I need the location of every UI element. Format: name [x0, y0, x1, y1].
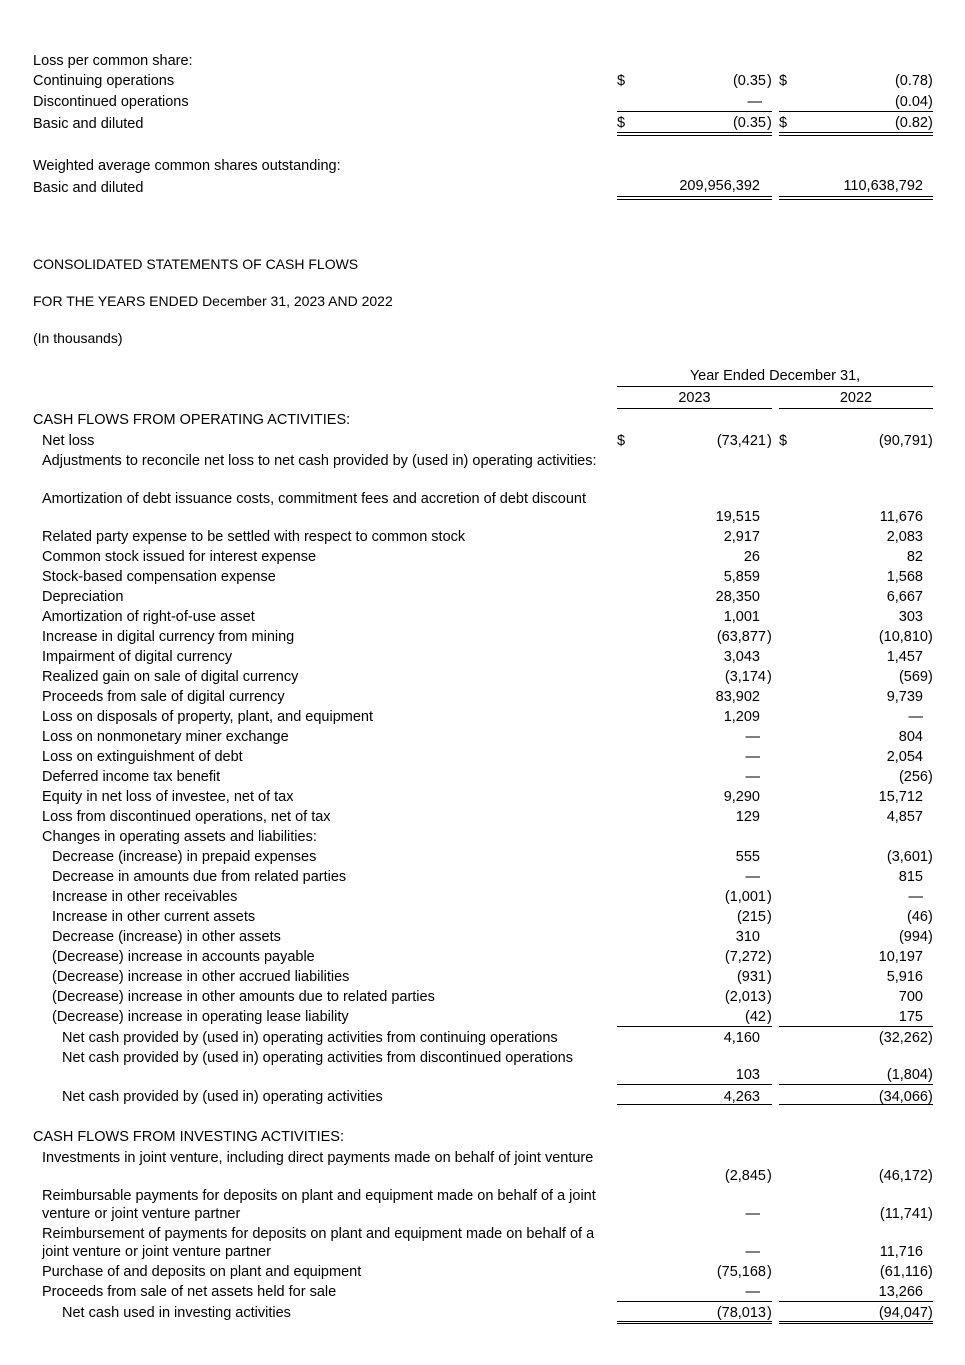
currency-symbol: $ — [779, 73, 788, 89]
currency-symbol: $ — [617, 73, 626, 89]
operating-value-2023: (73,421 — [716, 433, 766, 449]
operating-row-label: Amortization of right-of-use asset — [42, 609, 255, 625]
paren-close: ) — [928, 115, 933, 131]
operating-value-2023: (215 — [736, 909, 766, 925]
operating-row-label: Net cash provided by (used in) operating activities — [62, 1089, 383, 1105]
operating-value-2022: 2,083 — [886, 529, 923, 545]
operating-value-2023: (931 — [736, 969, 766, 985]
paren-close: ) — [767, 73, 772, 89]
operating-value-2023: 9,290 — [723, 789, 760, 805]
eps-continuing-2022: (0.78 — [894, 73, 928, 89]
operating-value-2022: 15,712 — [878, 789, 923, 805]
investing-row-label: Reimbursement of payments for deposits on plant and equipment made on behalf of a joint venture or joint venture partner — [42, 1226, 595, 1260]
operating-row-label: Common stock issued for interest expense — [42, 549, 317, 565]
column-2023: 2023 — [678, 390, 711, 406]
operating-value-2023: 1,209 — [723, 709, 760, 725]
operating-value-2022: 6,667 — [886, 589, 923, 605]
rule — [617, 1301, 772, 1302]
paren-close: ) — [928, 769, 933, 785]
operating-value-2023: 2,917 — [723, 529, 760, 545]
operating-row-label: Net cash provided by (used in) operating activities from continuing operations — [62, 1030, 558, 1046]
investing-value-2023: (2,845 — [724, 1168, 766, 1184]
rule — [779, 1301, 933, 1302]
operating-row-label: Changes in operating assets and liabilities: — [42, 829, 317, 845]
operating-value-2023: — — [745, 729, 760, 745]
paren-close: ) — [767, 889, 772, 905]
rule — [617, 1104, 772, 1105]
paren-close: ) — [928, 94, 933, 110]
operating-value-2022: 303 — [898, 609, 923, 625]
operating-value-2023: 5,859 — [723, 569, 760, 585]
operating-value-2022: (1,804 — [886, 1067, 928, 1083]
operating-row-label: Decrease in amounts due from related parties — [52, 869, 347, 885]
statement-period: FOR THE YEARS ENDED December 31, 2023 AND 2022 — [33, 293, 393, 309]
paren-close: ) — [928, 1089, 933, 1105]
operating-value-2023: — — [745, 769, 760, 785]
operating-value-2023: (7,272 — [724, 949, 766, 965]
paren-close: ) — [767, 1168, 772, 1184]
paren-close: ) — [767, 909, 772, 925]
operating-value-2022: (994 — [898, 929, 928, 945]
operating-row-label: Increase in other current assets — [52, 909, 256, 925]
rule — [617, 1084, 772, 1085]
rule — [617, 1323, 772, 1324]
operating-row-label: Impairment of digital currency — [42, 649, 233, 665]
operating-row-label: Stock-based compensation expense — [42, 569, 276, 585]
paren-close: ) — [767, 433, 772, 449]
operating-value-2023: 4,160 — [723, 1030, 760, 1046]
eps-discontinued-label: Discontinued operations — [33, 94, 189, 110]
statement-units: (In thousands) — [33, 330, 123, 346]
operating-value-2023: 310 — [735, 929, 760, 945]
operating-value-2022: 2,054 — [886, 749, 923, 765]
investing-value-2022: 11,716 — [879, 1244, 923, 1260]
rule — [617, 408, 772, 409]
operating-value-2022: (10,810 — [878, 629, 928, 645]
operating-value-2023: 3,043 — [723, 649, 760, 665]
shares-basic-2023: 209,956,392 — [679, 178, 760, 194]
currency-symbol: $ — [779, 115, 788, 131]
paren-close: ) — [928, 1305, 933, 1321]
operating-value-2023: 26 — [743, 549, 760, 565]
operating-value-2022: (46 — [907, 909, 928, 925]
operating-value-2022: (32,262 — [878, 1030, 928, 1046]
paren-close: ) — [767, 629, 772, 645]
eps-continuing-2023: (0.35 — [732, 73, 766, 89]
operating-row-label: Deferred income tax benefit — [42, 769, 221, 785]
rule — [617, 386, 933, 387]
operating-value-2022: 9,739 — [886, 689, 923, 705]
operating-row-label: Depreciation — [42, 589, 124, 605]
paren-close: ) — [767, 989, 772, 1005]
operating-value-2022: (569 — [898, 669, 928, 685]
operating-value-2022: (34,066 — [878, 1089, 928, 1105]
investing-row-label: Investments in joint venture, including direct payments made on behalf of joint venture — [42, 1150, 594, 1166]
currency-symbol: $ — [779, 433, 788, 449]
operating-value-2023: 28,350 — [715, 589, 760, 605]
operating-row-label: Decrease (increase) in other assets — [52, 929, 281, 945]
paren-close: ) — [767, 949, 772, 965]
paren-close: ) — [767, 1009, 772, 1025]
investing-section-title: CASH FLOWS FROM INVESTING ACTIVITIES: — [33, 1129, 344, 1145]
operating-value-2022: 82 — [906, 549, 923, 565]
operating-value-2022: 5,916 — [886, 969, 923, 985]
operating-value-2023: — — [745, 749, 760, 765]
operating-section-title: CASH FLOWS FROM OPERATING ACTIVITIES: — [33, 412, 351, 428]
shares-title: Weighted average common shares outstanding: — [33, 158, 341, 174]
double-rule — [617, 196, 772, 200]
paren-close: ) — [767, 115, 772, 131]
operating-value-2023: (2,013 — [724, 989, 766, 1005]
operating-value-2023: (1,001 — [724, 889, 766, 905]
year-header: Year Ended December 31, — [689, 368, 861, 384]
double-rule — [617, 132, 772, 136]
eps-continuing-label: Continuing operations — [33, 73, 175, 89]
paren-close: ) — [928, 1067, 933, 1083]
operating-value-2022: — — [908, 889, 923, 905]
rule — [617, 111, 772, 112]
investing-value-2022: (94,047 — [878, 1305, 928, 1321]
operating-row-label: Loss on extinguishment of debt — [42, 749, 243, 765]
paren-close: ) — [928, 73, 933, 89]
investing-value-2023: — — [745, 1284, 760, 1300]
operating-row-label: Increase in other receivables — [52, 889, 238, 905]
column-2022: 2022 — [839, 390, 873, 406]
operating-value-2023: (3,174 — [724, 669, 766, 685]
paren-close: ) — [767, 669, 772, 685]
operating-value-2022: 4,857 — [886, 809, 923, 825]
shares-basic-2022: 110,638,792 — [843, 178, 923, 194]
statement-title: CONSOLIDATED STATEMENTS OF CASH FLOWS — [33, 256, 359, 272]
paren-close: ) — [928, 1168, 933, 1184]
double-rule — [779, 132, 933, 136]
operating-value-2023: 129 — [735, 809, 760, 825]
investing-value-2023: (78,013 — [716, 1305, 766, 1321]
operating-value-2023: (63,877 — [716, 629, 766, 645]
operating-value-2022: 815 — [898, 869, 923, 885]
paren-close: ) — [928, 669, 933, 685]
paren-close: ) — [767, 969, 772, 985]
operating-row-label: (Decrease) increase in accounts payable — [52, 949, 315, 965]
paren-close: ) — [928, 433, 933, 449]
operating-value-2023: — — [745, 869, 760, 885]
eps-title: Loss per common share: — [33, 53, 193, 69]
operating-value-2023: 555 — [735, 849, 760, 865]
paren-close: ) — [928, 1206, 933, 1222]
investing-value-2023: (75,168 — [716, 1264, 766, 1280]
operating-value-2022: 11,676 — [879, 509, 923, 525]
operating-row-label: Equity in net loss of investee, net of tax — [42, 789, 294, 805]
operating-value-2023: (42 — [745, 1009, 766, 1025]
rule — [779, 1026, 933, 1027]
investing-row-label: Net cash used in investing activities — [62, 1305, 291, 1321]
operating-value-2023: 4,263 — [723, 1089, 760, 1105]
operating-value-2023: 1,001 — [723, 609, 760, 625]
paren-close: ) — [767, 1305, 772, 1321]
operating-value-2022: 700 — [898, 989, 923, 1005]
operating-value-2022: 175 — [898, 1009, 923, 1025]
paren-close: ) — [928, 629, 933, 645]
paren-close: ) — [928, 849, 933, 865]
paren-close: ) — [928, 929, 933, 945]
operating-value-2022: (256 — [898, 769, 928, 785]
operating-row-label: Related party expense to be settled with respect to common stock — [42, 529, 466, 545]
operating-value-2022: 10,197 — [878, 949, 923, 965]
eps-discontinued-2022: (0.04 — [894, 94, 928, 110]
rule — [779, 1321, 933, 1322]
paren-close: ) — [928, 1030, 933, 1046]
operating-row-label: Proceeds from sale of digital currency — [42, 689, 285, 705]
operating-row-label: Loss from discontinued operations, net of tax — [42, 809, 331, 825]
operating-row-label: Loss on disposals of property, plant, and equipment — [42, 709, 374, 725]
eps-discontinued-2023: — — [747, 94, 762, 110]
operating-row-label: Loss on nonmonetary miner exchange — [42, 729, 289, 745]
investing-value-2023: — — [745, 1206, 760, 1222]
double-rule — [779, 196, 933, 200]
operating-row-label: Net loss — [42, 433, 95, 449]
rule — [779, 1084, 933, 1085]
eps-basic-2022: (0.82 — [894, 115, 928, 131]
operating-value-2022: 804 — [898, 729, 923, 745]
currency-symbol: $ — [617, 115, 626, 131]
investing-value-2023: — — [745, 1244, 760, 1260]
operating-value-2023: 19,515 — [715, 509, 760, 525]
rule — [617, 1026, 772, 1027]
operating-value-2022: 1,568 — [886, 569, 923, 585]
operating-value-2022: (90,791 — [878, 433, 928, 449]
operating-row-label: Decrease (increase) in prepaid expenses — [52, 849, 317, 865]
investing-row-label: Proceeds from sale of net assets held for sale — [42, 1284, 337, 1300]
operating-row-label: Adjustments to reconcile net loss to net cash provided by (used in) operating activities: — [42, 453, 597, 469]
rule — [779, 1104, 933, 1105]
eps-basic-2023: (0.35 — [732, 115, 766, 131]
operating-row-label: (Decrease) increase in operating lease liability — [52, 1009, 349, 1025]
operating-value-2023: 103 — [735, 1067, 760, 1083]
rule — [617, 1321, 772, 1322]
investing-row-label: Purchase of and deposits on plant and equipment — [42, 1264, 362, 1280]
paren-close: ) — [928, 909, 933, 925]
operating-row-label: (Decrease) increase in other accrued liabilities — [52, 969, 350, 985]
paren-close: ) — [928, 1264, 933, 1280]
operating-row-label: Net cash provided by (used in) operating activities from discontinued operations — [62, 1050, 573, 1066]
operating-row-label: (Decrease) increase in other amounts due to related parties — [52, 989, 435, 1005]
investing-value-2022: (11,741 — [879, 1206, 928, 1222]
operating-value-2022: (3,601 — [886, 849, 928, 865]
investing-value-2022: (61,116 — [879, 1264, 928, 1280]
operating-row-label: Amortization of debt issuance costs, commitment fees and accretion of debt discount — [42, 491, 587, 507]
paren-close: ) — [767, 1264, 772, 1280]
operating-row-label: Realized gain on sale of digital currency — [42, 669, 299, 685]
operating-value-2023: 83,902 — [715, 689, 760, 705]
shares-basic-label: Basic and diluted — [33, 180, 144, 196]
operating-value-2022: — — [908, 709, 923, 725]
rule — [779, 111, 933, 112]
operating-value-2022: 1,457 — [886, 649, 923, 665]
operating-row-label: Increase in digital currency from mining — [42, 629, 295, 645]
eps-basic-label: Basic and diluted — [33, 116, 144, 132]
investing-value-2022: (46,172 — [878, 1168, 928, 1184]
investing-value-2022: 13,266 — [878, 1284, 923, 1300]
rule — [779, 408, 933, 409]
currency-symbol: $ — [617, 433, 626, 449]
investing-row-label: Reimbursable payments for deposits on plant and equipment made on behalf of a joint venture or joint venture partner — [42, 1188, 596, 1222]
rule — [779, 1323, 933, 1324]
